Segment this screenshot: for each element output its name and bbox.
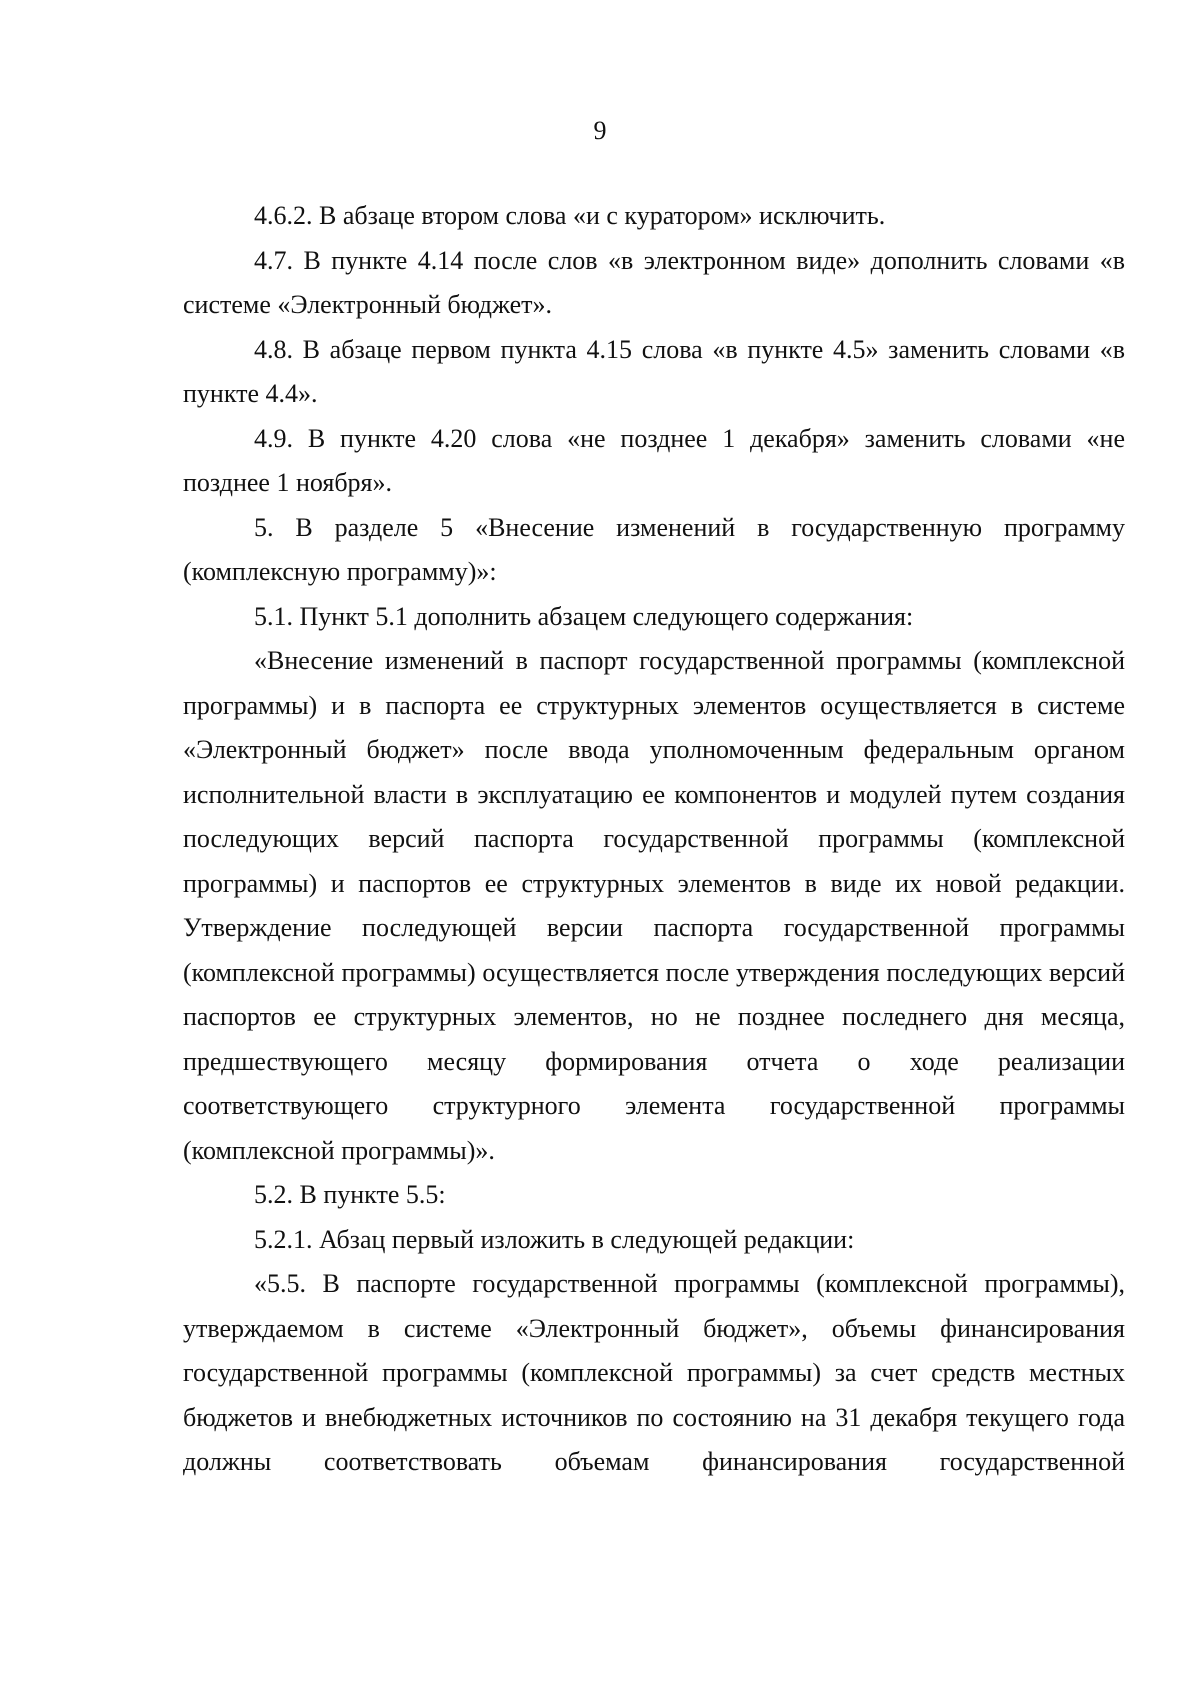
paragraph-4-6-2: 4.6.2. В абзаце втором слова «и с куратором» исключить.	[254, 201, 886, 230]
paragraph-4-9: 4.9. В пункте 4.20 слова «не позднее 1 декабря» заменить словами «не позднее 1 ноября».	[183, 423, 1125, 497]
page-number: 9	[593, 116, 607, 145]
paragraph-4-8: 4.8. В абзаце первом пункта 4.15 слова «в пункте 4.5» заменить словами «в пункте 4.4».	[183, 334, 1125, 408]
paragraph-5-1: 5.1. Пункт 5.1 дополнить абзацем следующего содержания:	[254, 601, 914, 631]
paragraph-5-2-1: 5.2.1. Абзац первый изложить в следующей редакции:	[254, 1224, 855, 1254]
paragraph-4-7: 4.7. В пункте 4.14 после слов «в электронном виде» дополнить словами «в системе «Электронный бюджет».	[183, 245, 1125, 319]
paragraph-5: 5. В разделе 5 «Внесение изменений в государственную программу (комплексную программу)»:	[183, 512, 1125, 586]
paragraph-5-1-quote: «Внесение изменений в паспорт государственной программы (комплексной программы) и в паспорта ее структурных элементов осуществляется в системе «Электронный бюджет» после ввода уполномоченным федеральным органом исполнительной власти в эксплуатацию ее компонентов и модулей путем создания последующих версий паспорта государственной программы (комплексной программы) и паспортов ее структурных элементов в виде их новой редакции. Утверждение последующей версии паспорта государственной программы (комплексной программы) осуществляется после утверждения последующих версий паспортов ее структурных элементов, но не позднее последнего дня месяца, предшествующего месяцу формирования отчета о ходе реализации соответствующего структурного элемента государственной программы (комплексной программы)».	[183, 646, 1125, 1165]
paragraph-5-2: 5.2. В пункте 5.5:	[254, 1180, 446, 1209]
document-body	[183, 194, 1125, 1485]
paragraph-5-5-quote: «5.5. В паспорте государственной программы (комплексной программы), утверждаемом в системе «Электронный бюджет», объемы финансирования государственной программы (комплексной программы) за счет средств местных бюджетов и внебюджетных источников по состоянию на 31 декабря текущего года должны соответствовать объемам финансирования государственной	[183, 1269, 1125, 1476]
